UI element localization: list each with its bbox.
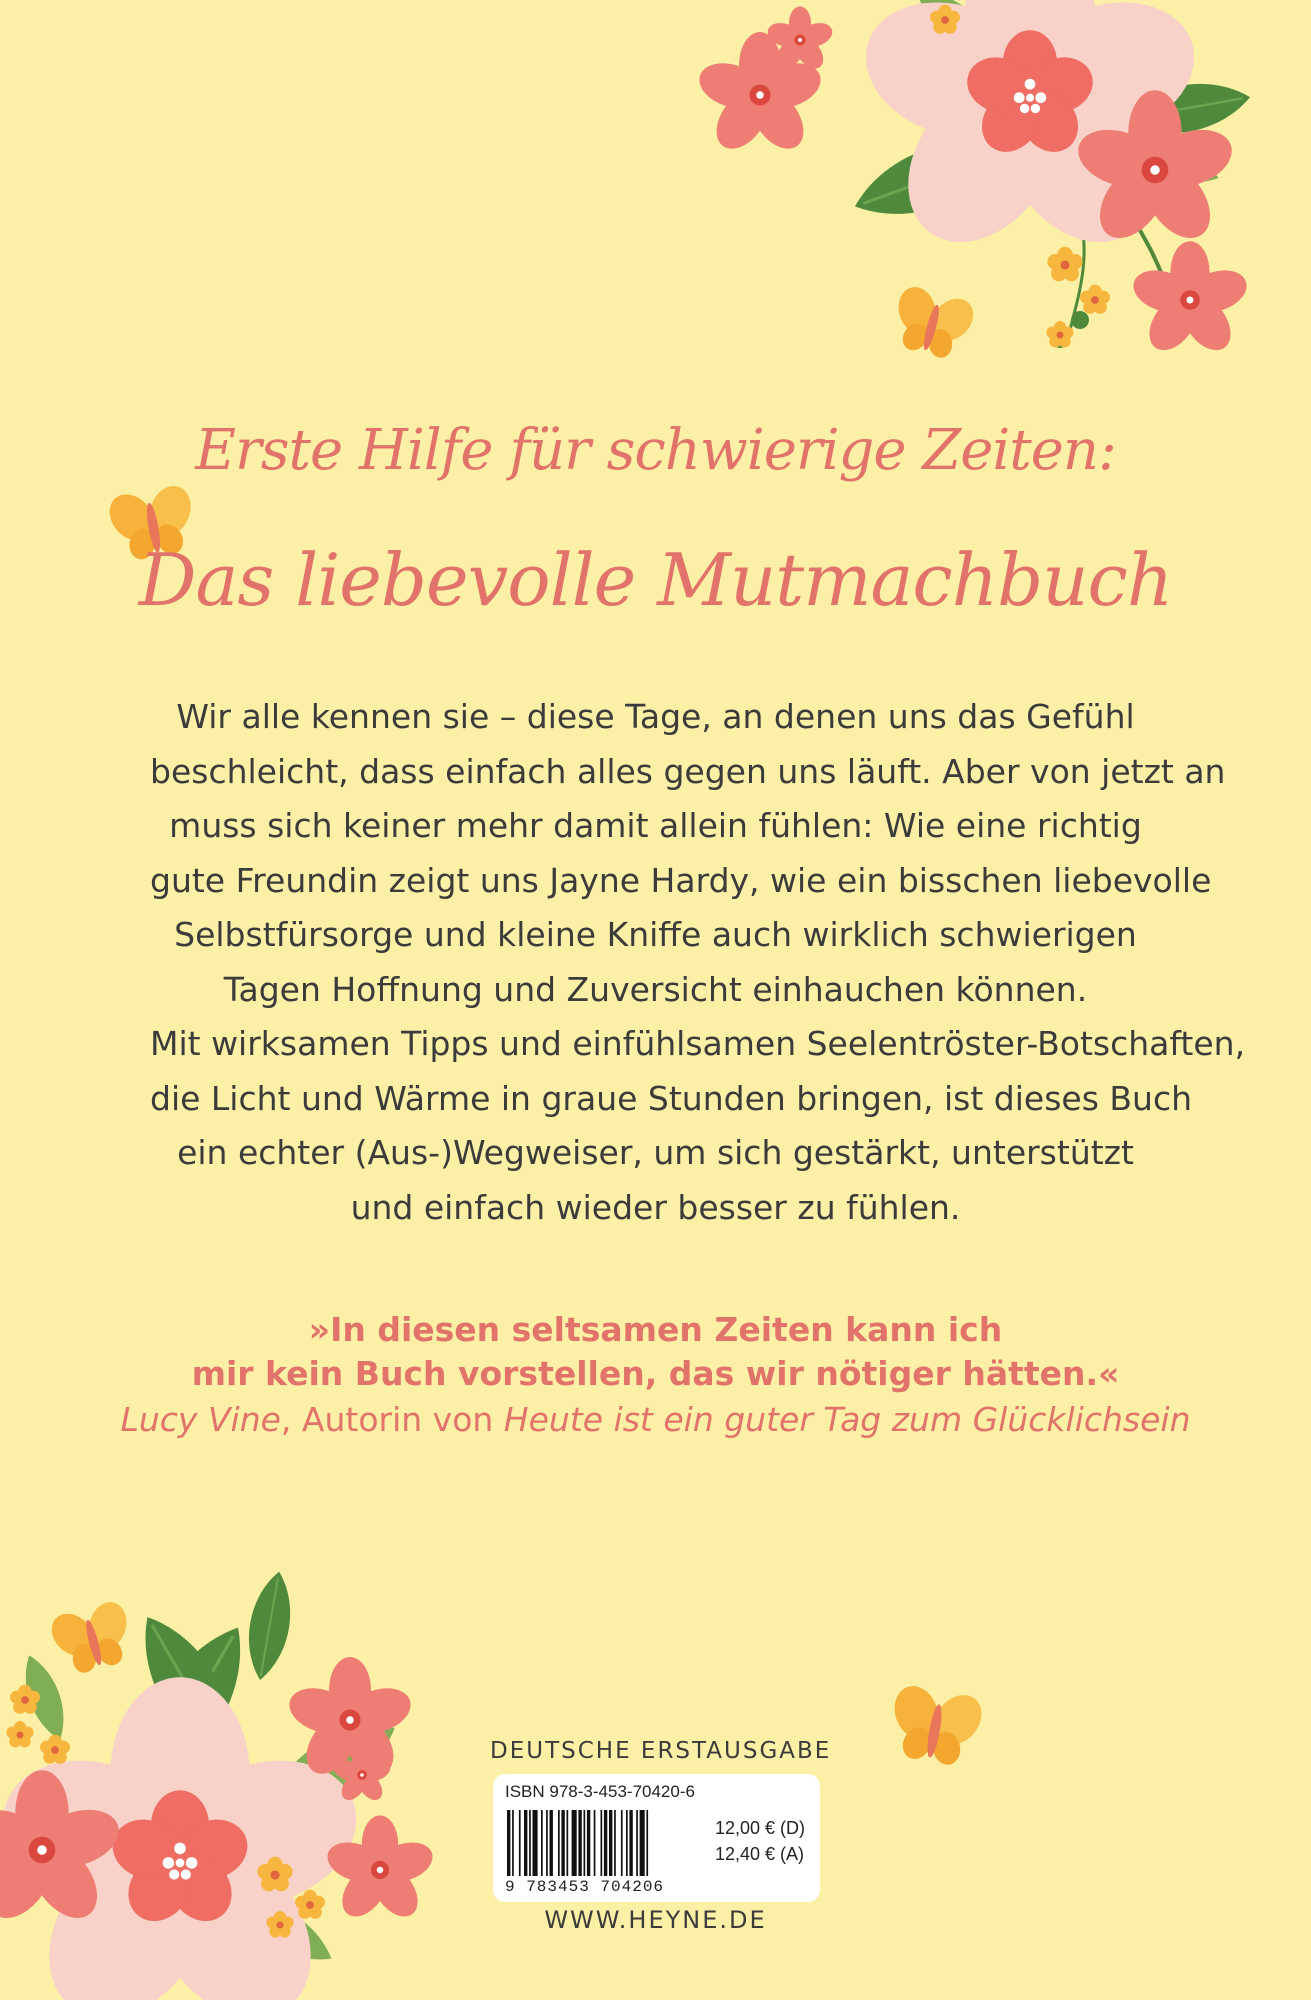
blurb-line: und einfach wieder besser zu fühlen.: [350, 1187, 961, 1227]
barcode-digits: 9 783453 704206: [505, 1878, 665, 1896]
butterfly-icon-bottom: [876, 1674, 994, 1775]
blurb-line: muss sich keiner mehr damit allein fühlen: Wie eine richtig: [169, 806, 1142, 845]
blurb-line: ein echter (Aus-)Wegweiser, um sich gestärkt, unterstützt: [177, 1133, 1134, 1172]
quote-book-title: Heute ist ein guter Tag zum Glücklichsein: [503, 1400, 1191, 1439]
testimonial: [0, 1308, 1311, 1442]
barcode-panel: [493, 1774, 820, 1902]
headline-line-1: Erste Hilfe für schwierige Zeiten:: [195, 418, 1116, 483]
blurb-line: die Licht und Wärme in graue Stunden bringen, ist dieses Buch: [150, 1078, 1193, 1118]
blurb-line: beschleicht, dass einfach alles gegen uns läuft. Aber von jetzt an: [150, 751, 1226, 791]
blurb-text: [150, 690, 1246, 1235]
barcode-bars: [507, 1810, 707, 1876]
price-at: 12,40 € (A): [715, 1844, 805, 1864]
top-right-bouquet: [694, 0, 1254, 369]
blurb-line: Tagen Hoffnung und Zuversicht einhauchen können.: [223, 969, 1088, 1009]
blurb-line: Wir alle kennen sie – diese Tage, an denen uns das Gefühl: [176, 697, 1135, 736]
quote-line-1: »In diesen seltsamen Zeiten kann ich: [308, 1310, 1003, 1349]
quote-author: Lucy Vine: [120, 1400, 281, 1439]
quote-attribution: [0, 1398, 1311, 1442]
edition-label: DEUTSCHE ERSTAUSGABE: [490, 1738, 832, 1764]
blurb-line: Selbstfürsorge und kleine Kniffe auch wirklich schwierigen: [174, 915, 1137, 954]
blurb-line: gute Freundin zeigt uns Jayne Hardy, wie ein bisschen liebevolle: [150, 860, 1212, 900]
isbn-label: ISBN 978-3-453-70420-6: [505, 1782, 695, 1801]
price-de: 12,00 € (D): [715, 1818, 806, 1838]
bottom-left-bouquet: [0, 1568, 438, 2000]
publisher-website: WWW.HEYNE.DE: [544, 1906, 767, 1934]
blurb-line: Mit wirksamen Tipps und einfühlsamen Seelentröster-Botschaften,: [150, 1024, 1246, 1063]
headline-line-2: Das liebevolle Mutmachbuch: [138, 538, 1173, 622]
quote-line-2: mir kein Buch vorstellen, das wir nötiger hätten.«: [191, 1354, 1120, 1393]
quote-author-role: , Autorin von: [280, 1400, 504, 1439]
